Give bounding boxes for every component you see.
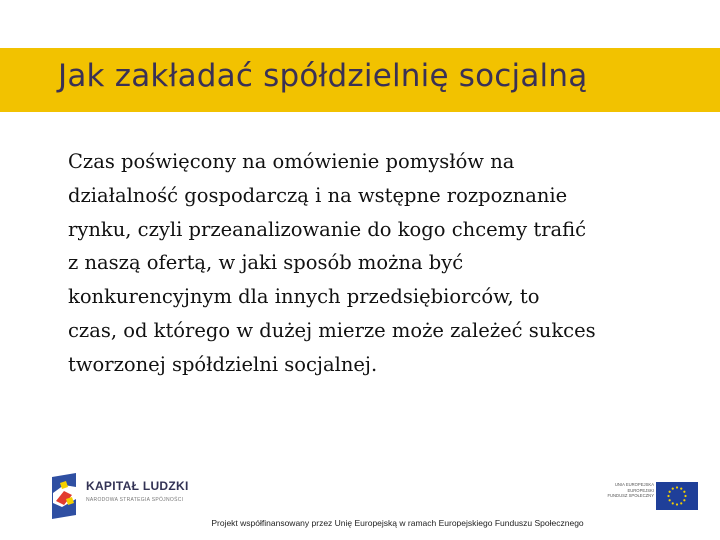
body-line: konkurencyjnym dla innych przedsiębiorców, to [68,285,540,309]
body-line: rynku, czyli przeanalizowanie do kogo chcemy trafić [68,217,587,241]
eu-star [672,488,674,490]
eu-star [676,503,678,505]
eu-star [667,495,669,497]
eu-star [669,499,671,501]
eu-logo-line: EUROPEJSKI [627,487,654,493]
eu-star [676,486,678,488]
title-bar [0,48,720,112]
kapital-ludzki-logo [50,473,190,519]
eu-logo-line: FUNDUSZ SPOŁECZNY [607,493,654,499]
body-line: działalność gospodarczą i na wstępne rozpoznanie [68,183,568,207]
kapital-ludzki-mark-icon [50,473,78,519]
eu-logo-line: UNIA EUROPEJSKA [614,482,654,487]
eu-star [680,488,682,490]
kapital-ludzki-subtitle: NARODOWA STRATEGIA SPÓJNOŚCI [86,497,184,503]
cofinancing-caption: Projekt współfinansowany przez Unię Europejską w ramach Europejskiego Funduszu Społecznego [211,518,584,528]
eu-star [684,495,686,497]
eu-star [672,502,674,504]
eu-star [683,491,685,493]
eu-logo [598,482,698,512]
eu-star [683,499,685,501]
eu-flag-icon [656,482,698,510]
body-text [68,145,688,382]
eu-star [669,491,671,493]
slide-title: Jak zakładać spółdzielnię socjalną [58,58,588,94]
body-line: tworzonej spółdzielni socjalnej. [68,352,378,376]
footer [0,466,720,536]
body-line: czas, od którego w dużej mierze może zależeć sukces [68,318,596,342]
body-line: z naszą ofertą, w jaki sposób można być [68,251,464,275]
body-line: Czas poświęcony na omówienie pomysłów na [68,150,515,173]
eu-logo-text [607,482,654,499]
kapital-ludzki-name: KAPITAŁ LUDZKI [86,479,189,493]
eu-star [680,502,682,504]
